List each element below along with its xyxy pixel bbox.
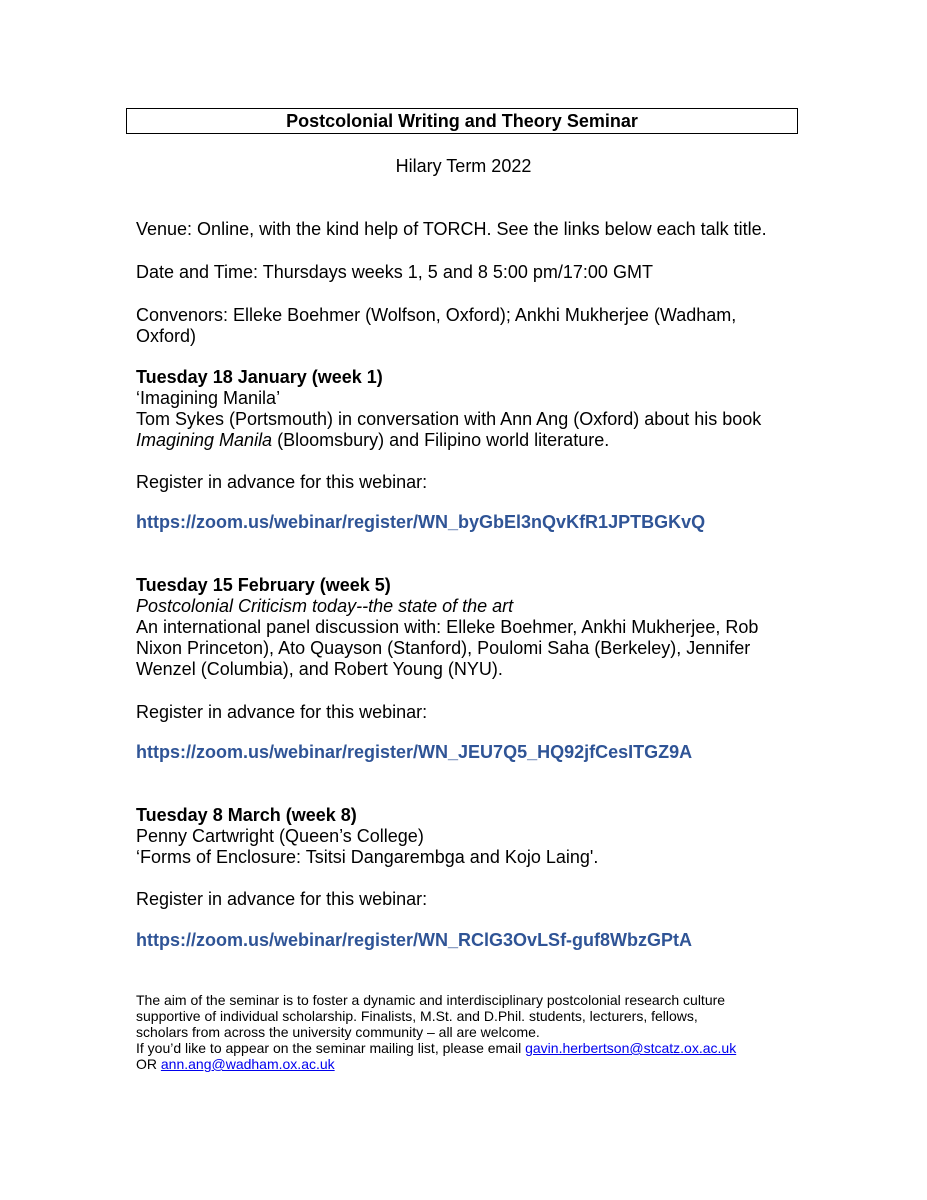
session-1-description: Tom Sykes (Portsmouth) in conversation with Ann Ang (Oxford) about his book <box>136 409 762 429</box>
session-1-register-link[interactable]: https://zoom.us/webinar/register/WN_byGbEl3nQvKfR1JPTBGKvQ <box>136 512 706 532</box>
session-2-description-end: Wenzel (Columbia), and Robert Young (NYU). <box>136 659 503 679</box>
or-text: OR <box>136 1056 161 1072</box>
session-1-description-rest: (Bloomsbury) and Filipino world literature. <box>272 430 610 450</box>
session-3-speaker: Penny Cartwright (Queen’s College) <box>136 826 424 846</box>
session-2-title: Postcolonial Criticism today--the state of the art <box>136 596 514 616</box>
footer-mailing-line-2 <box>136 1056 816 1072</box>
session-3-title: ‘Forms of Enclosure: Tsitsi Dangarembga and Kojo Laing'. <box>136 847 599 867</box>
term-heading: Hilary Term 2022 <box>395 156 532 176</box>
footer-line: supportive of individual scholarship. Finalists, M.St. and D.Phil. students, lecturers, fellows, <box>136 1008 698 1024</box>
footer-line: scholars from across the university community – all are welcome. <box>136 1024 540 1040</box>
session-2-date: Tuesday 15 February (week 5) <box>136 575 391 595</box>
session-1-register-text: Register in advance for this webinar: <box>136 472 428 492</box>
footer-line: The aim of the seminar is to foster a dynamic and interdisciplinary postcolonial research culture <box>136 992 726 1008</box>
book-title: Imagining Manila <box>136 430 273 450</box>
footer-mailing-line <box>136 1040 816 1056</box>
session-3-date: Tuesday 8 March (week 8) <box>136 805 357 825</box>
session-1-description-cont <box>136 430 609 451</box>
session-1-date: Tuesday 18 January (week 1) <box>136 367 383 387</box>
session-2-register-text: Register in advance for this webinar: <box>136 702 428 722</box>
session-3-register-link[interactable]: https://zoom.us/webinar/register/WN_RClG3OvLSf-guf8WbzGPtA <box>136 930 693 950</box>
session-1-title: ‘Imagining Manila’ <box>136 388 281 408</box>
date-time-text: Date and Time: Thursdays weeks 1, 5 and 8 5:00 pm/17:00 GMT <box>136 262 653 282</box>
footer-note <box>136 992 816 1072</box>
session-2-description-cont: Nixon Princeton), Ato Quayson (Stanford), Poulomi Saha (Berkeley), Jennifer <box>136 638 751 658</box>
convenors-text: Convenors: Elleke Boehmer (Wolfson, Oxford); Ankhi Mukherjee (Wadham, <box>136 305 737 325</box>
page-title: Postcolonial Writing and Theory Seminar <box>126 108 798 134</box>
mailing-list-text: If you’d like to appear on the seminar mailing list, please email <box>136 1040 526 1056</box>
email-link-ann[interactable]: ann.ang@wadham.ox.ac.uk <box>160 1056 335 1072</box>
session-3-register-text: Register in advance for this webinar: <box>136 889 428 909</box>
convenors-text-cont: Oxford) <box>136 326 197 346</box>
session-2-description: An international panel discussion with: Elleke Boehmer, Ankhi Mukherjee, Rob <box>136 617 759 637</box>
session-2-register-link[interactable]: https://zoom.us/webinar/register/WN_JEU7Q5_HQ92jfCesITGZ9A <box>136 742 693 762</box>
venue-text: Venue: Online, with the kind help of TORCH. See the links below each talk title. <box>136 219 767 239</box>
email-link-gavin[interactable]: gavin.herbertson@stcatz.ox.ac.uk <box>525 1040 737 1056</box>
